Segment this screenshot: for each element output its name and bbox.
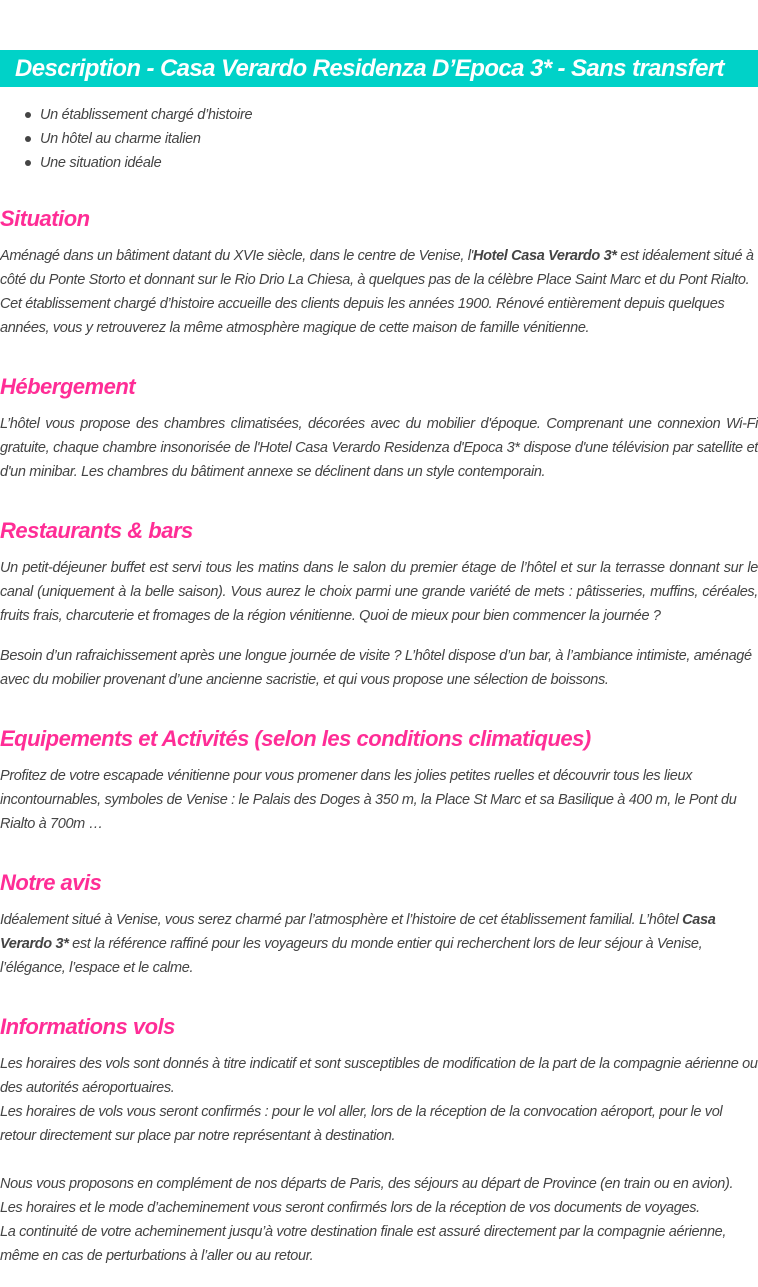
section-paragraph: Un petit-déjeuner buffet est servi tous les matins dans le salon du premier étage de l’hôtel et sur la terrasse donnant sur le canal (uniquement à la belle saison). Vous aurez le choix parmi une grande variété de mets : pâtisseries, muffins, céréales, fruits frais, charcuterie et fromages de la région vénitienne. Quoi de mieux pour bien commencer la journée ? <box>0 560 758 624</box>
bullet-icon <box>25 112 31 118</box>
section-heading: Informations vols <box>0 1014 175 1039</box>
section-situation <box>0 204 758 340</box>
section-heading: Equipements et Activités (selon les conditions climatiques) <box>0 726 591 751</box>
highlights-list <box>0 103 252 175</box>
page-title: Description - Casa Verardo Residenza D’Epoca 3* - Sans transfert <box>15 55 724 82</box>
section-line: Les horaires de vols vous seront confirmés : pour le vol aller, lors de la réception de la convocation aéroport, pour le vol retour directement sur place par notre représentant à destination. <box>0 1104 723 1144</box>
hotel-name: Hotel Casa Verardo 3* <box>472 248 617 264</box>
title-bar <box>0 50 758 87</box>
section-heading: Hébergement <box>0 374 136 399</box>
section-paragraph: Profitez de votre escapade vénitienne pour vous promener dans les jolies petites ruelles et découvrir tous les lieux incontournables, symboles de Venise : le Palais des Doges à 350 m, la Place St Marc et sa Basilique à 400 m, le Pont du Rialto à 700m … <box>0 768 737 832</box>
section-line: La continuité de votre acheminement jusqu’à votre destination finale est assuré directement par la compagnie aérienne, même en cas de perturbations à l’aller ou au retour. <box>0 1224 727 1264</box>
list-item <box>40 127 252 151</box>
section-line: Nous vous proposons en complément de nos départs de Paris, des séjours au départ de Province (en train ou en avion). <box>0 1176 734 1192</box>
section-paragraph <box>0 908 758 980</box>
section-paragraph <box>0 244 758 340</box>
hotel-name: Casa Verardo 3* <box>0 912 716 952</box>
list-item-text: Un hôtel au charme italien <box>40 131 201 147</box>
section-heading: Restaurants & bars <box>0 518 193 543</box>
bullet-icon <box>25 136 31 142</box>
list-item-text: Une situation idéale <box>40 155 162 171</box>
section-line: Les horaires et le mode d’acheminement vous seront confirmés lors de la réception de vos documents de voyages. <box>0 1200 700 1216</box>
list-item-text: Un établissement chargé d’histoire <box>40 107 253 123</box>
text: Aménagé dans un bâtiment datant du XVIe siècle, dans le centre de Venise, l' <box>0 248 473 264</box>
section-avis <box>0 868 758 980</box>
section-line: Les horaires des vols sont donnés à titre indicatif et sont susceptibles de modification de la part de la compagnie aérienne ou des autorités aéroportuaires. <box>0 1056 758 1096</box>
section-vols <box>0 1012 758 1268</box>
bullet-icon <box>25 160 31 166</box>
section-restaurants <box>0 516 758 692</box>
section-paragraph: L’hôtel vous propose des chambres climatisées, décorées avec du mobilier d'époque. Comprenant une connexion Wi-Fi gratuite, chaque chambre insonorisée de l'Hotel Casa Verardo Residenza d'Epoca 3* dispose d'une télévision par satellite et d'un minibar. Les chambres du bâtiment annexe se déclinent dans un style contemporain. <box>0 416 758 480</box>
section-paragraph: Besoin d’un rafraichissement après une longue journée de visite ? L’hôtel dispose d’un bar, à l’ambiance intimiste, aménagé avec du mobilier provenant d’une ancienne sacristie, et qui vous propose une sélection de boissons. <box>0 648 752 688</box>
text: Idéalement situé à Venise, vous serez charmé par l’atmosphère et l’histoire de cet établissement familial. L’hôtel <box>0 912 683 928</box>
section-equipements <box>0 724 758 836</box>
list-item <box>40 103 252 127</box>
section-heading: Notre avis <box>0 870 102 895</box>
section-heading: Situation <box>0 206 90 231</box>
text: est la référence raffiné pour les voyageurs du monde entier qui recherchent lors de leur séjour à Venise, l’élégance, l’espace et le calme. <box>0 936 703 976</box>
list-item <box>40 151 252 175</box>
section-hebergement <box>0 372 758 484</box>
text: est idéalement situé à côté du Ponte Storto et donnant sur le Rio Drio La Chiesa, à quelques pas de la célèbre Place Saint Marc et du Pont Rialto. Cet établissement chargé d’histoire accueille des clients depuis les années 1900. Rénové entièrement depuis quelques années, vous y retrouverez la même atmosphère magique de cette maison de famille vénitienne. <box>0 248 754 336</box>
